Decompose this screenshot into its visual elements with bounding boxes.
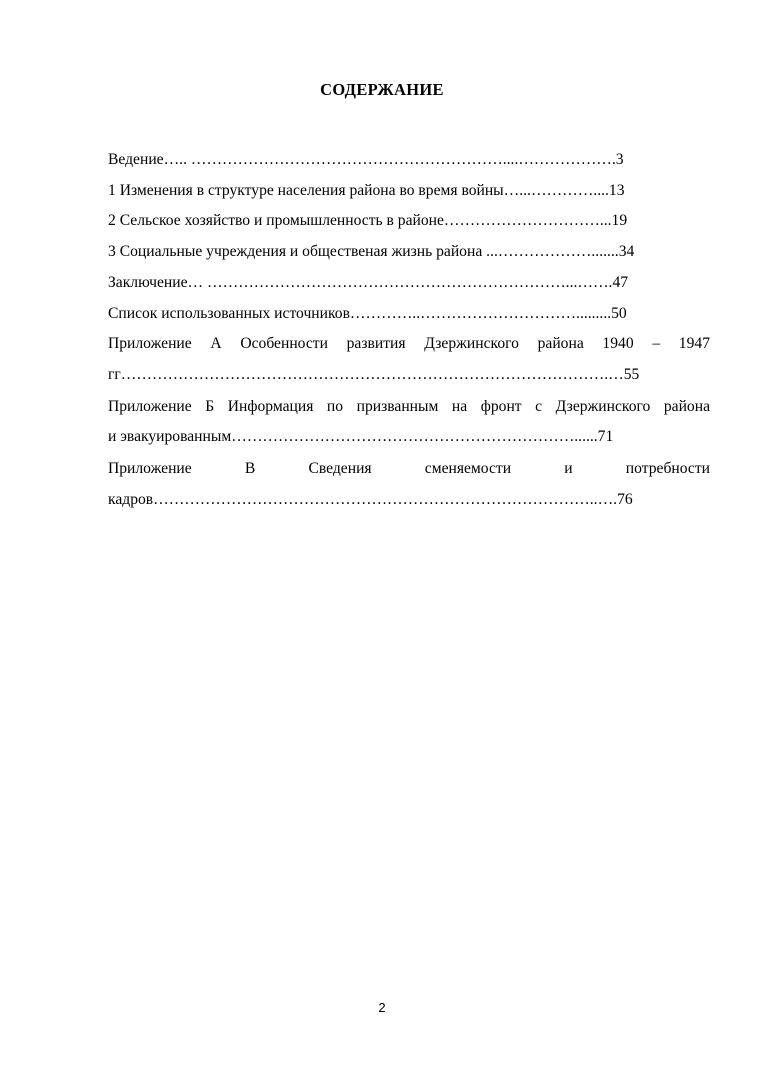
toc-entry: Ведение….. ……………………………………………………....……………….3 (108, 152, 624, 168)
toc-entry: Список использованных источников…………..………………………….........50 (108, 306, 627, 322)
toc-entry: 2 Сельское хозяйство и промышленность в районе…………………………...19 (108, 213, 628, 229)
toc-entry-continuation: кадров…………………………………………………………………………..….76 (108, 492, 633, 508)
toc-entry: 3 Социальные учреждения и общественая жизнь района ...……………….......34 (108, 244, 635, 260)
toc-entry-continuation: и эвакуированным…………………………………………………………......71 (108, 429, 614, 445)
toc-entry: Заключение… ……………………………………………………………...…….47 (108, 275, 629, 291)
toc-entry: 1 Изменения в структуре населения района во время войны…...…………....13 (108, 183, 625, 199)
toc-entry: Приложение Б Информация по призванным на фронт с Дзержинского района (108, 399, 710, 415)
toc-entry: Приложение В Сведения сменяемости и потребности (108, 461, 710, 477)
page-number: 2 (378, 1000, 386, 1015)
toc-entry: Приложение А Особенности развития Дзержинского района 1940 – 1947 (108, 336, 710, 352)
toc-entry-continuation: гг………………………………………………………………………………….…55 (108, 367, 640, 383)
page-title: СОДЕРЖАНИЕ (320, 80, 444, 99)
